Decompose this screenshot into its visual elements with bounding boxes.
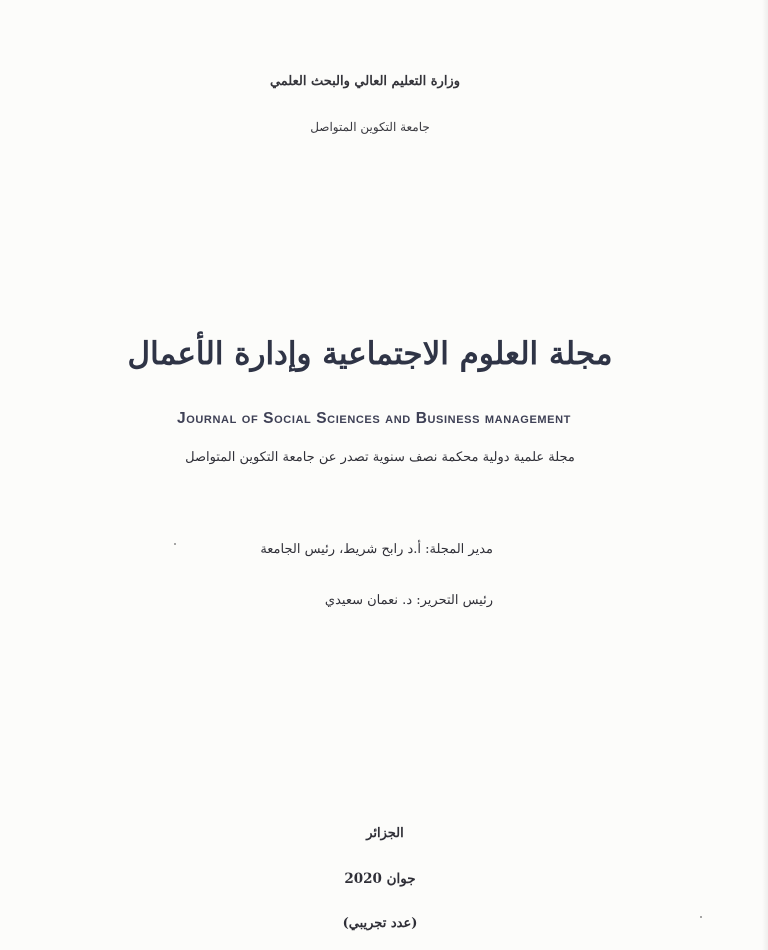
publication-date: جوان 2020	[344, 871, 416, 887]
scan-speck	[700, 916, 702, 918]
publication-place: الجزائر	[366, 826, 404, 841]
scan-speck	[174, 543, 176, 545]
journal-title-english: Journal of Social Sciences and Business management	[177, 410, 571, 427]
journal-description: مجلة علمية دولية محكمة نصف سنوية تصدر عن جامعة التكوين المتواصل	[185, 450, 575, 465]
journal-director: مدير المجلة: أ.د رابح شريط، رئيس الجامعة	[260, 542, 493, 557]
issue-label: (عدد تجريبي)	[342, 916, 418, 931]
university-name: جامعة التكوين المتواصل	[310, 120, 430, 134]
ministry-name: وزارة التعليم العالي والبحث العلمي	[269, 74, 460, 89]
journal-title-arabic: مجلة العلوم الاجتماعية وإدارة الأعمال	[127, 336, 613, 372]
editor-in-chief: رئيس التحرير: د. نعمان سعيدي	[324, 593, 493, 608]
